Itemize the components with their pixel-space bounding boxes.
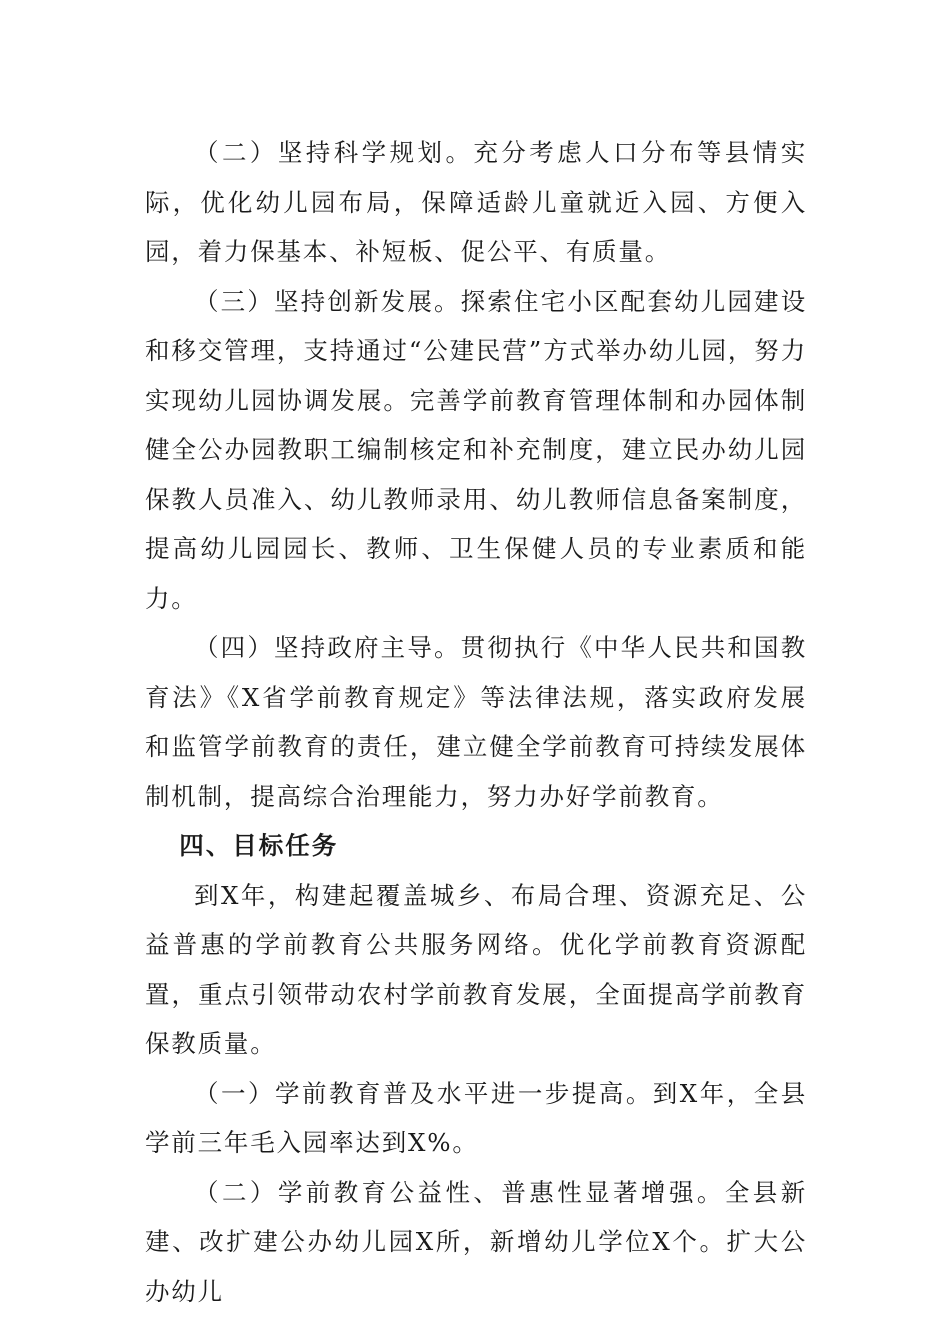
paragraph-innovative-development: （三）坚持创新发展。探索住宅小区配套幼儿园建设和移交管理，支持通过“公建民营”方式举办幼儿园，努力实现幼儿园协调发展。完善学前教育管理体制和办园体制健全公办园教职工编制核定和补充制度，建立民办幼儿园保教人员准入、幼儿教师录用、幼儿教师信息备案制度，提高幼儿园园长、教师、卫生保健人员的专业素质和能力。 xyxy=(145,286,807,613)
document-body xyxy=(145,128,807,1316)
paragraph-government-leading: （四）坚持政府主导。贯彻执行《中华人民共和国教育法》《X省学前教育规定》等法律法规，落实政府发展和监管学前教育的责任，建立健全学前教育可持续发展体制机制，提高综合治理能力，努力办好学前教育。 xyxy=(145,633,807,811)
paragraph-scientific-planning: （二）坚持科学规划。充分考虑人口分布等县情实际，优化幼儿园布局，保障适龄儿童就近入园、方便入园，着力保基本、补短板、促公平、有质量。 xyxy=(145,138,807,266)
paragraph-goal-popularization: （一）学前教育普及水平进一步提高。到X年，全县学前三年毛入园率达到X%。 xyxy=(145,1078,807,1157)
section-heading-goals-tasks: 四、目标任务 xyxy=(179,831,339,860)
paragraph-goal-overview: 到X年，构建起覆盖城乡、布局合理、资源充足、公益普惠的学前教育公共服务网络。优化学前教育资源配置，重点引领带动农村学前教育发展，全面提高学前教育保教质量。 xyxy=(145,880,807,1058)
paragraph-goal-public-welfare: （二）学前教育公益性、普惠性显著增强。全县新建、改扩建公办幼儿园X所，新增幼儿学位X个。扩大公办幼儿 xyxy=(145,1177,807,1306)
